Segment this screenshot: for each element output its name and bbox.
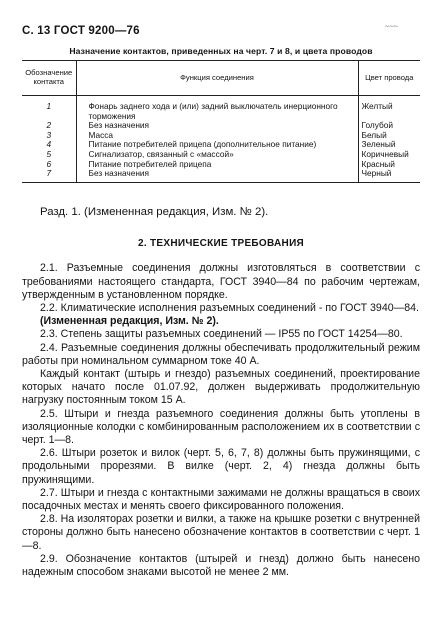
contact-number: 3 bbox=[22, 131, 76, 141]
table-row bbox=[22, 160, 420, 170]
contact-number: 4 bbox=[22, 140, 76, 150]
contact-function: Масса bbox=[76, 131, 358, 141]
wire-color: Голубой bbox=[361, 120, 393, 131]
contact-function: Без назначения bbox=[76, 121, 358, 131]
column-header-contact: Обозначение контакта bbox=[22, 61, 76, 96]
contact-function: Питание потребителей прицепа bbox=[76, 160, 358, 170]
table-row bbox=[22, 150, 420, 160]
column-header-color: Цвет провода bbox=[358, 61, 420, 96]
contact-function: Без назначения bbox=[76, 169, 358, 182]
contact-function: Сигнализатор, связанный с «массой» bbox=[76, 150, 358, 160]
paragraph: Каждый контакт (штырь и гнездо) разъемных соединений, проектирование которых начато после 01.07.92, должен выдерживать продолжительную нагрузку постоянным током 15 А. bbox=[22, 368, 420, 407]
contact-number: 2 bbox=[22, 121, 76, 131]
paragraph: 2.1. Разъемные соединения должны изготовляться в соответствии с требованиями настоящего стандарта, ГОСТ 3940—84 по рабочим чертежам, утвержденным в установленном порядке. bbox=[22, 262, 420, 301]
contacts-table bbox=[22, 60, 420, 183]
amendment-note: Разд. 1. (Измененная редакция, Изм. № 2). bbox=[40, 206, 269, 218]
paragraph: 2.8. На изоляторах розетки и вилки, а также на крышке розетки с внутренней стороны должно быть нанесено обозначение контактов в соответствии с черт. 1—8. bbox=[22, 513, 420, 552]
contact-number: 5 bbox=[22, 150, 76, 160]
contact-function: Питание потребителей прицепа (дополнительное питание) bbox=[76, 140, 358, 150]
paragraph: 2.4. Разъемные соединения должны обеспечивать продолжительный режим работы при номинальном суммарном токе 40 А. bbox=[22, 341, 420, 367]
wire-color: Желтый bbox=[361, 101, 393, 111]
table-row bbox=[22, 121, 420, 131]
wire-color: Черный bbox=[358, 169, 420, 182]
table-caption: Назначение контактов, приведенных на черт. 7 и 8, и цвета проводов bbox=[69, 46, 373, 56]
table-row bbox=[22, 169, 420, 182]
wire-color: Коричневый bbox=[361, 148, 409, 159]
column-header-function: Функция соединения bbox=[76, 61, 358, 96]
paragraph: 2.5. Штыри и гнезда разъемного соединения должны быть утоплены в изоляционные колодки с комбинированным расположением их в соответствии с черт. 1—8. bbox=[22, 407, 420, 447]
contact-number: 6 bbox=[22, 160, 76, 170]
corner-mark: ~~~ bbox=[385, 22, 398, 31]
paragraph: 2.9. Обозначение контактов (штырей и гнезд) должно быть нанесено надежным способом знаками высотой не менее 2 мм. bbox=[22, 552, 420, 579]
wire-color: Зеленый bbox=[361, 139, 396, 150]
amendment-note: (Измененная редакция, Изм. № 2). bbox=[40, 315, 219, 328]
paragraph: 2.6. Штыри розеток и вилок (черт. 5, 6, 7, 8) должны быть пружинящими, с продольными прорезями. В вилке (черт. 2, 4) гнезда должны быть пружинящими. bbox=[22, 447, 420, 486]
wire-color: Белый bbox=[361, 129, 387, 140]
contact-function: Фонарь заднего хода и (или) задний выключатель инерционного торможения bbox=[76, 96, 358, 122]
paragraph: 2.7. Штыри и гнезда с контактными зажимами не должны вращаться в своих посадочных местах и менять своего фиксированного положения. bbox=[22, 486, 420, 513]
wire-color: Красный bbox=[361, 158, 395, 169]
paragraph: 2.3. Степень защиты разъемных соединений — IP55 по ГОСТ 14254—80. bbox=[40, 328, 403, 341]
contact-number: 1 bbox=[22, 96, 76, 122]
section-title: 2. ТЕХНИЧЕСКИЕ ТРЕБОВАНИЯ bbox=[137, 238, 305, 250]
document-body bbox=[22, 206, 420, 579]
table-row bbox=[22, 96, 420, 122]
paragraph: 2.2. Климатические исполнения разъемных соединений - по ГОСТ 3940—84. bbox=[40, 302, 419, 315]
contact-number: 7 bbox=[22, 169, 76, 182]
page-header: С. 13 ГОСТ 9200—76 bbox=[22, 25, 140, 37]
table-header-row bbox=[22, 61, 420, 96]
